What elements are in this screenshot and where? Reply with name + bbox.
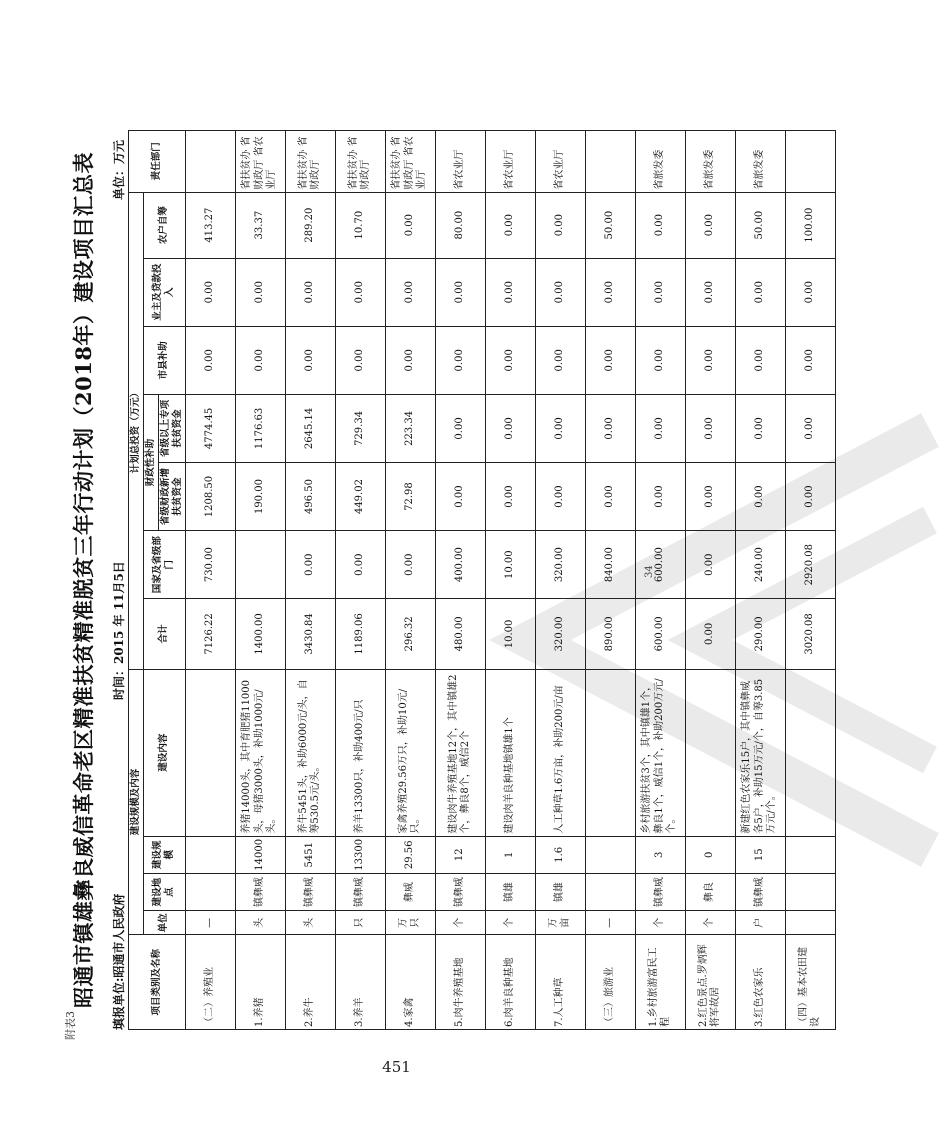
table-row — [235, 131, 285, 1030]
cell-enterprise: 0.00 — [385, 258, 435, 326]
cell-enterprise: 0.00 — [485, 258, 535, 326]
cell-total: 600.00 — [635, 599, 685, 669]
header-scale-content: 建设规模及内容 — [129, 669, 144, 935]
cell-dept: 省农业厅 — [485, 131, 535, 193]
cell-national: 840.00 — [585, 531, 635, 599]
cell-enterprise: 0.00 — [435, 258, 485, 326]
header-fiscal-subsidy: 财政性补助 — [143, 394, 158, 530]
cell-content — [685, 669, 735, 836]
cell-dept: 省农业厅 — [435, 131, 485, 193]
cell-scale: 1.6 — [535, 836, 585, 873]
cell-unit: 头 — [235, 911, 285, 935]
cell-dept: 省旅发委 — [685, 131, 735, 193]
table-row — [435, 131, 485, 1030]
cell-location — [185, 873, 235, 910]
cell-scale: 14000 — [235, 836, 285, 873]
header-enterprise: 业主及贷款投入 — [143, 258, 185, 326]
cell-scale — [185, 836, 235, 873]
cell-county: 0.00 — [285, 326, 335, 394]
cell-national: 0.00 — [285, 531, 335, 599]
cell-location: 镇彝威 — [335, 873, 385, 910]
annex-label: 附表3 — [64, 1011, 77, 1040]
cell-national: 240.00 — [735, 531, 785, 599]
cell-prov-above: 0.00 — [635, 394, 685, 462]
cell-unit: 个 — [485, 911, 535, 935]
cell-location: 镇雄 — [485, 873, 535, 910]
cell-total: 3020.08 — [785, 599, 835, 669]
cell-scale: 3 — [635, 836, 685, 873]
cell-scale: 15 — [735, 836, 785, 873]
page-number: 451 — [382, 1058, 411, 1076]
cell-county: 0.00 — [785, 326, 835, 394]
cell-county: 0.00 — [735, 326, 785, 394]
cell-national: 600.00 — [635, 531, 685, 599]
cell-content: 建设肉牛养殖基地12个，其中镇雄2个，彝良8个，威信2个 — [435, 669, 485, 836]
cell-farmer: 413.27 — [185, 192, 235, 258]
cell-location — [785, 873, 835, 910]
cell-total: 0.00 — [685, 599, 735, 669]
cell-dept: 省扶贫办 省财政厅 省农业厅 — [385, 131, 435, 193]
cell-name: 7.人工种草 — [535, 935, 585, 1030]
cell-farmer: 0.00 — [485, 192, 535, 258]
document-title: 昭通市镇雄彝良威信革命老区精准扶贫精准脱贫三年行动计划（2018年）建设项目汇总表 — [71, 152, 96, 1008]
cell-content: 养羊13300只，补助400元/只 — [335, 669, 385, 836]
cell-content: 人工种草1.6万亩，补助200元/亩 — [535, 669, 585, 836]
cell-dept: 省扶贫办 省财政厅 — [285, 131, 335, 193]
cell-farmer: 80.00 — [435, 192, 485, 258]
cell-dept — [585, 131, 635, 193]
table-row — [185, 131, 235, 1030]
cell-name: 2.养牛 — [285, 935, 335, 1030]
cell-content: 养猪14000头，其中育肥猪11000头，母猪3000头，补助1000元/头。 — [235, 669, 285, 836]
cell-prov-new: 0.00 — [485, 462, 535, 530]
cell-total: 1189.06 — [335, 599, 385, 669]
cell-prov-new: 72.98 — [385, 462, 435, 530]
cell-content — [585, 669, 635, 836]
header-content: 建设内容 — [143, 669, 185, 836]
cell-prov-new: 0.00 — [685, 462, 735, 530]
header-prov-above: 省级以上专项扶贫资金 — [158, 394, 185, 462]
cell-name: 2.红色景点.罗炳辉将军故居 — [685, 935, 735, 1030]
cell-scale: 1 — [485, 836, 535, 873]
currency-unit: 单位：万元 — [112, 140, 126, 201]
cell-prov-above: 223.34 — [385, 394, 435, 462]
cell-farmer: 50.00 — [585, 192, 635, 258]
cell-national: 10.00 — [485, 531, 535, 599]
cell-county: 0.00 — [385, 326, 435, 394]
cell-name: （四）基本农田建设 — [785, 935, 835, 1030]
cell-unit: 头 — [285, 911, 335, 935]
cell-prov-new: 190.00 — [235, 462, 285, 530]
cell-prov-new: 0.00 — [435, 462, 485, 530]
cell-unit: 万只 — [385, 911, 435, 935]
cell-unit: 只 — [335, 911, 385, 935]
header-dept: 责任部门 — [129, 131, 186, 193]
cell-scale: 0 — [685, 836, 735, 873]
cell-name: 1.养猪 — [235, 935, 285, 1030]
cell-name: 5.肉牛养殖基地 — [435, 935, 485, 1030]
table-row — [635, 131, 685, 1030]
cell-total: 7126.22 — [185, 599, 235, 669]
cell-farmer: 10.70 — [335, 192, 385, 258]
cell-prov-new: 0.00 — [535, 462, 585, 530]
cell-county: 0.00 — [535, 326, 585, 394]
cell-farmer: 0.00 — [635, 192, 685, 258]
cell-location: 彝威 — [385, 873, 435, 910]
cell-unit: 个 — [635, 911, 685, 935]
cell-unit: 个 — [685, 911, 735, 935]
cell-county: 0.00 — [235, 326, 285, 394]
cell-scale: 13300 — [335, 836, 385, 873]
cell-prov-new: 0.00 — [785, 462, 835, 530]
table-body — [185, 131, 835, 1030]
header-county: 市县补助 — [143, 326, 185, 394]
table-row — [385, 131, 435, 1030]
landscape-sheet — [71, 130, 821, 1030]
cell-county: 0.00 — [435, 326, 485, 394]
cell-content — [185, 669, 235, 836]
cell-total: 290.00 — [735, 599, 785, 669]
header-scale: 建设规模 — [143, 836, 185, 873]
header-national: 国家及省级部门 — [143, 531, 185, 599]
cell-unit: — — [585, 911, 635, 935]
cell-farmer: 50.00 — [735, 192, 785, 258]
cell-county: 0.00 — [185, 326, 235, 394]
cell-total: 890.00 — [585, 599, 635, 669]
filling-unit: 填报单位:昭通市人民政府 — [112, 893, 126, 1030]
cell-prov-above: 0.00 — [435, 394, 485, 462]
cell-content: 养牛5451头，补助6000元/头，自筹530.5元/头。 — [285, 669, 335, 836]
cell-enterprise: 0.00 — [535, 258, 585, 326]
cell-dept: 省扶贫办 省财政厅 省农业厅 — [235, 131, 285, 193]
cell-national: 0.00 — [685, 531, 735, 599]
cell-content: 建设肉羊良种基地镇雄1个 — [485, 669, 535, 836]
cell-total: 3430.84 — [285, 599, 335, 669]
cell-content: 家禽养殖29.56万只，补助10元/只。 — [385, 669, 435, 836]
cell-total: 320.00 — [535, 599, 585, 669]
cell-total: 296.32 — [385, 599, 435, 669]
cell-prov-new: 1208.50 — [185, 462, 235, 530]
cell-enterprise: 0.00 — [585, 258, 635, 326]
cell-prov-above: 2645.14 — [285, 394, 335, 462]
cell-county: 0.00 — [335, 326, 385, 394]
cell-location: 彝良 — [685, 873, 735, 910]
header-unit: 单位 — [143, 911, 185, 935]
cell-national: 0.00 — [335, 531, 385, 599]
cell-prov-above: 0.00 — [685, 394, 735, 462]
cell-prov-above: 0.00 — [585, 394, 635, 462]
cell-unit: 户 — [735, 911, 785, 935]
table-row — [335, 131, 385, 1030]
cell-dept — [785, 131, 835, 193]
cell-prov-new: 449.02 — [335, 462, 385, 530]
cell-name: （二）养殖业 — [185, 935, 235, 1030]
fill-date: 时间：2015 年 11月5日 — [112, 561, 126, 700]
cell-location — [585, 873, 635, 910]
cell-prov-above: 0.00 — [485, 394, 535, 462]
table-row — [485, 131, 535, 1030]
cell-enterprise: 0.00 — [235, 258, 285, 326]
cell-content: 新建红色农家乐15户，其中镇彝威各5户，补助15万元/个，自筹3.85万元/个。 — [735, 669, 785, 836]
cell-content: 乡村旅游扶贫3个，其中镇雄1个，彝良1个，威信1个，补助200万元/个。 — [635, 669, 685, 836]
cell-location: 镇彝威 — [285, 873, 335, 910]
cell-county: 0.00 — [585, 326, 635, 394]
header-farmer: 农户自筹 — [143, 192, 185, 258]
cell-enterprise: 0.00 — [685, 258, 735, 326]
cell-location: 镇彝威 — [735, 873, 785, 910]
cell-name: 4.家禽 — [385, 935, 435, 1030]
table-row — [535, 131, 585, 1030]
header-project: 项目类别及名称 — [129, 935, 186, 1030]
cell-dept: 省扶贫办 省财政厅 — [335, 131, 385, 193]
cell-total: 1400.00 — [235, 599, 285, 669]
cell-name: 6.肉羊良种基地 — [485, 935, 535, 1030]
cell-location: 镇雄 — [535, 873, 585, 910]
cell-prov-above: 0.00 — [785, 394, 835, 462]
cell-national — [235, 531, 285, 599]
header-plan-investment: 计划总投资（万元） — [129, 192, 144, 669]
cell-county: 0.00 — [485, 326, 535, 394]
cell-location: 镇彝威 — [235, 873, 285, 910]
cell-county: 0.00 — [635, 326, 685, 394]
table-row — [585, 131, 635, 1030]
page-mark: 34 — [644, 565, 655, 578]
cell-dept: 省旅发委 — [635, 131, 685, 193]
cell-dept: 省旅发委 — [735, 131, 785, 193]
cell-unit: 个 — [435, 911, 485, 935]
cell-scale: 5451 — [285, 836, 335, 873]
cell-unit — [785, 911, 835, 935]
cell-location: 镇彝威 — [635, 873, 685, 910]
table-row — [735, 131, 785, 1030]
cell-scale — [785, 836, 835, 873]
cell-dept: 省农业厅 — [535, 131, 585, 193]
cell-national: 400.00 — [435, 531, 485, 599]
cell-prov-above: 0.00 — [735, 394, 785, 462]
cell-prov-above: 0.00 — [535, 394, 585, 462]
cell-scale — [585, 836, 635, 873]
table-row — [685, 131, 735, 1030]
cell-farmer: 0.00 — [535, 192, 585, 258]
cell-total: 10.00 — [485, 599, 535, 669]
cell-name: 1.乡村旅游富民工程 — [635, 935, 685, 1030]
cell-prov-above: 4774.45 — [185, 394, 235, 462]
cell-enterprise: 0.00 — [285, 258, 335, 326]
cell-scale: 29.56 — [385, 836, 435, 873]
cell-dept — [185, 131, 235, 193]
cell-name: （三）旅游业 — [585, 935, 635, 1030]
cell-prov-new: 496.50 — [285, 462, 335, 530]
header-location: 建设地点 — [143, 873, 185, 910]
cell-enterprise: 0.00 — [635, 258, 685, 326]
cell-county: 0.00 — [685, 326, 735, 394]
cell-enterprise: 0.00 — [185, 258, 235, 326]
cell-scale: 12 — [435, 836, 485, 873]
header-prov-new: 省级财政新增扶贫资金 — [158, 462, 185, 530]
cell-enterprise: 0.00 — [335, 258, 385, 326]
table-row — [785, 131, 835, 1030]
cell-prov-new: 0.00 — [735, 462, 785, 530]
cell-prov-new: 0.00 — [585, 462, 635, 530]
cell-farmer: 0.00 — [385, 192, 435, 258]
cell-enterprise: 0.00 — [785, 258, 835, 326]
cell-prov-new: 0.00 — [635, 462, 685, 530]
cell-enterprise: 0.00 — [735, 258, 785, 326]
cell-name: 3.红色农家乐 — [735, 935, 785, 1030]
cell-national: 730.00 — [185, 531, 235, 599]
cell-farmer: 0.00 — [685, 192, 735, 258]
cell-location: 镇彝威 — [435, 873, 485, 910]
cell-farmer: 100.00 — [785, 192, 835, 258]
cell-unit: — — [185, 911, 235, 935]
cell-prov-above: 729.34 — [335, 394, 385, 462]
header-total: 合计 — [143, 599, 185, 669]
cell-farmer: 289.20 — [285, 192, 335, 258]
cell-national: 0.00 — [385, 531, 435, 599]
cell-farmer: 33.37 — [235, 192, 285, 258]
cell-national: 2920.08 — [785, 531, 835, 599]
cell-unit: 万亩 — [535, 911, 585, 935]
cell-content — [785, 669, 835, 836]
cell-prov-above: 1176.63 — [235, 394, 285, 462]
cell-name: 3.养羊 — [335, 935, 385, 1030]
cell-total: 480.00 — [435, 599, 485, 669]
project-summary-table — [128, 130, 836, 1030]
table-row — [285, 131, 335, 1030]
cell-national: 320.00 — [535, 531, 585, 599]
